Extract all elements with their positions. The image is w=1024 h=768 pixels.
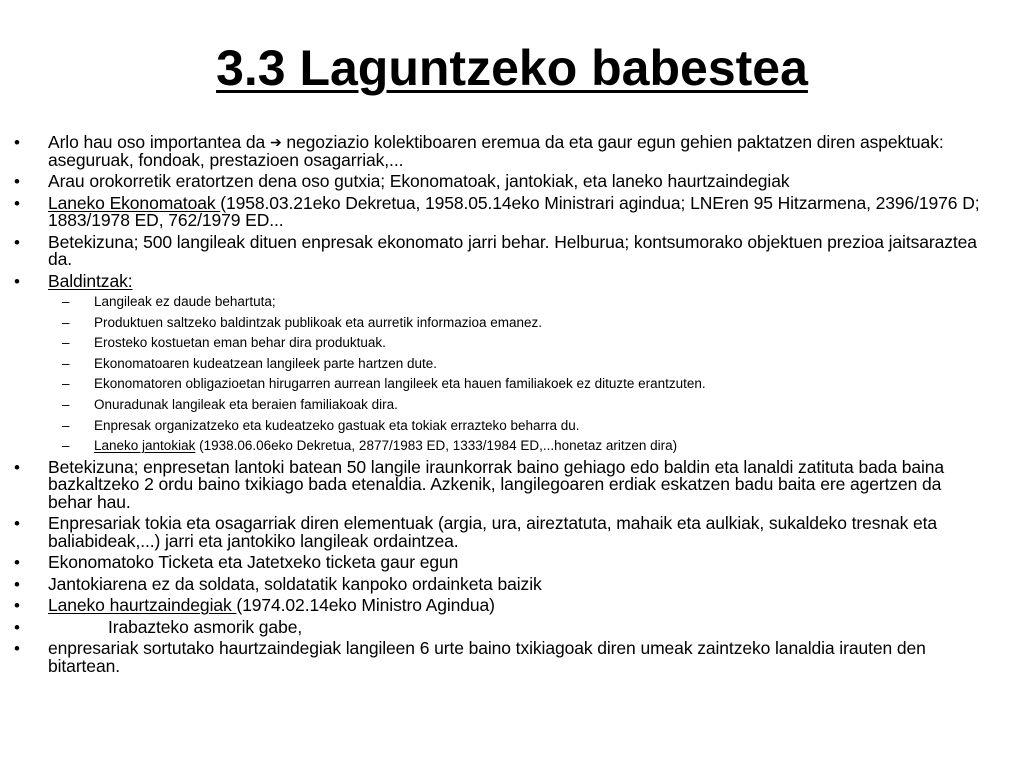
bullet-text: (1958.03.21eko Dekretua, 1958.05.14eko Ministrari agindua; LNEren 95 Hitzarmena, 2396/1976 D; 1883/1978 ED, 762/1979 ED... <box>48 192 980 230</box>
bullet-item <box>0 192 1024 230</box>
bullet-icon: • <box>14 133 20 152</box>
bullet-item <box>0 231 1024 269</box>
sub-item <box>0 315 1024 331</box>
slide-title-text: 3.3 Laguntzeko babestea <box>216 40 808 96</box>
bullet-text: enpresariak sortutako haurtzaindegiak langileen 6 urte baino txikiagoak diren umeak zaintzeko lanaldia irauten den bitartean. <box>48 638 926 676</box>
bullet-item <box>0 640 1024 675</box>
dash-icon: – <box>62 417 70 433</box>
link-laneko-jantokiak[interactable]: Laneko jantokiak <box>94 438 196 454</box>
bullet-item <box>0 134 1024 169</box>
bullet-item <box>0 616 1024 637</box>
sub-item <box>0 335 1024 351</box>
dash-icon: – <box>62 355 70 371</box>
bullet-text: Betekizuna; 500 langileak dituen enpresak ekonomato jarri behar. Helburua; kontsumorako objektuen prezioa jaitsaraztea da. <box>48 231 977 269</box>
bullet-item <box>0 173 1024 191</box>
bullet-icon: • <box>14 574 20 594</box>
sub-item-text: Produktuen saltzeko baldintzak publikoak eta aurretik informazioa emanez. <box>94 314 542 330</box>
arrow-right-icon: ➔ <box>269 134 282 150</box>
bullet-item <box>0 456 1024 512</box>
sub-item-text: Ekonomatoaren kudeatzean langileek parte hartzen dute. <box>94 355 437 371</box>
bullet-text: negoziazio kolektiboaren eremua da eta gaur egun gehien paktatzen diren aspektuak: aseguruak, fondoak, prestazioen osagarriak,... <box>48 132 944 170</box>
sub-item <box>0 356 1024 372</box>
bullet-item <box>0 515 1024 550</box>
bullet-item <box>0 554 1024 572</box>
bullet-text: Ekonomatoko Ticketa eta Jatetxeko ticketa gaur egun <box>48 552 459 573</box>
bullet-icon: • <box>14 596 20 616</box>
sub-item-text: Enpresak organizatzeko eta kudeatzeko gastuak eta tokiak errazteko beharra du. <box>94 417 580 433</box>
link-baldintzak[interactable]: Baldintzak: <box>48 270 133 291</box>
bullet-text: Enpresariak tokia eta osagarriak diren elementuak (argia, ura, aireztatuta, mahaik eta aulkiak, sukaldeko tresnak eta baliabideak,...) jarri eta jantokiko langileak ordaintzea. <box>48 513 938 551</box>
bullet-icon: • <box>14 232 20 252</box>
bullet-item <box>0 597 1024 615</box>
sub-item <box>0 376 1024 392</box>
dash-icon: – <box>62 335 70 351</box>
bullet-text: Arau orokorretik eratortzen dena oso gutxia; Ekonomatoak, jantokiak, eta laneko haurtzaindegiak <box>48 171 790 191</box>
sub-item-text: Erosteko kostuetan eman behar dira produktuak. <box>94 335 386 351</box>
sub-item <box>0 397 1024 413</box>
sub-item-text: Langileak ez daude behartuta; <box>94 294 276 309</box>
link-laneko-haurtzaindegiak[interactable]: Laneko haurtzaindegiak <box>48 595 237 616</box>
bullet-icon: • <box>14 457 20 477</box>
bullet-item <box>0 270 1024 291</box>
bullet-icon: • <box>14 271 20 291</box>
sub-item <box>0 438 1024 454</box>
sub-item-text: (1938.06.06eko Dekretua, 2877/1983 ED, 1333/1984 ED,...honetaz aritzen dira) <box>195 438 678 454</box>
link-laneko-ekonomatoak[interactable]: Laneko Ekonomatoak <box>48 192 221 213</box>
bullet-icon: • <box>14 639 20 659</box>
dash-icon: – <box>62 294 70 309</box>
bullet-text: Jantokiarena ez da soldata, soldatatik kanpoko ordainketa baizik <box>48 573 542 594</box>
bullet-icon: • <box>14 193 20 213</box>
slide-title <box>0 38 1024 98</box>
bullet-text: (1974.02.14eko Ministro Agindua) <box>236 595 495 616</box>
bullet-text: Irabazteko asmorik gabe, <box>108 616 303 637</box>
dash-icon: – <box>62 376 70 392</box>
bullet-item <box>0 573 1024 594</box>
sub-item-text: Ekonomatoren obligazioetan hirugarren aurrean langileek eta hauen familiakoek ez dituzte erantzuten. <box>94 376 706 392</box>
bullet-text: Betekizuna; enpresetan lantoki batean 50 langile iraunkorrak baino gehiago edo baldin eta lanaldi zatituta bada baina bazkaltzeko 2 ordu baino txikiago bada etenaldia. Azkenik, langilegoaren erdiak eskatzen badu baita ere agertzen da behar hau. <box>48 456 945 512</box>
bullet-icon: • <box>14 617 20 637</box>
bullet-text: Arlo hau oso importantea da <box>48 132 266 152</box>
bullet-icon: • <box>14 172 20 191</box>
sub-item <box>0 294 1024 310</box>
dash-icon: – <box>62 396 70 412</box>
dash-icon: – <box>62 314 70 330</box>
sub-item <box>0 418 1024 434</box>
dash-icon: – <box>62 438 70 454</box>
sub-item-text: Onuradunak langileak eta beraien familiakoak dira. <box>94 396 398 412</box>
bullet-icon: • <box>14 553 20 573</box>
slide-body <box>0 134 1024 679</box>
bullet-icon: • <box>14 514 20 534</box>
